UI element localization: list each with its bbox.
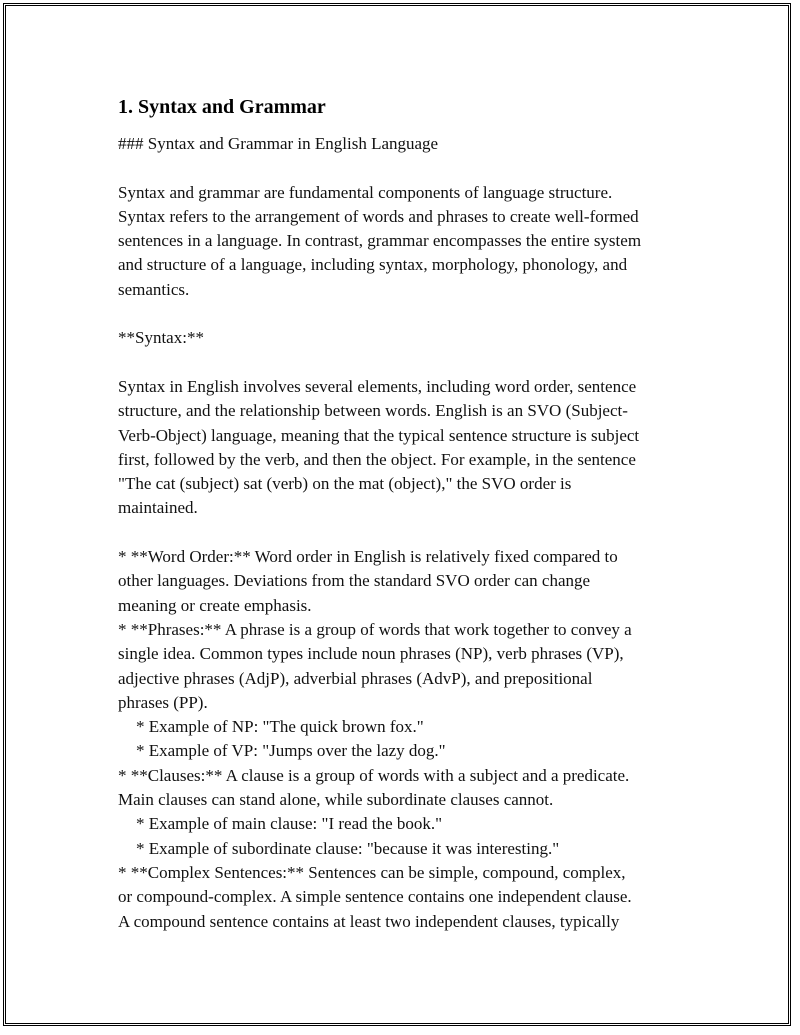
text-line: semantics. bbox=[118, 279, 190, 299]
text-line: Syntax and grammar are fundamental components of language structure. bbox=[118, 182, 613, 202]
document-body bbox=[118, 94, 698, 934]
spacer bbox=[118, 521, 698, 545]
text-line: maintained. bbox=[118, 498, 198, 518]
text-line: first, followed by the verb, and then the object. For example, in the sentence bbox=[118, 449, 636, 469]
list-item-word-order: * **Word Order:** Word order in English is relatively fixed compared to bbox=[118, 547, 618, 567]
text-line: or compound-complex. A simple sentence contains one independent clause. bbox=[118, 887, 632, 907]
subheading: ### Syntax and Grammar in English Language bbox=[118, 134, 439, 153]
text-line: phrases (PP). bbox=[118, 692, 208, 712]
spacer bbox=[118, 351, 698, 375]
text-line: structure, and the relationship between words. English is an SVO (Subject- bbox=[118, 401, 628, 421]
text-line: meaning or create emphasis. bbox=[118, 595, 312, 615]
text-line: A compound sentence contains at least two independent clauses, typically bbox=[118, 911, 620, 931]
text-line: Verb-Object) language, meaning that the typical sentence structure is subject bbox=[118, 425, 640, 445]
sub-list-item: * Example of main clause: "I read the book." bbox=[136, 814, 443, 834]
sub-list-item: * Example of NP: "The quick brown fox." bbox=[136, 717, 424, 737]
text-line: Syntax in English involves several elements, including word order, sentence bbox=[118, 376, 637, 396]
intro-paragraph bbox=[118, 181, 698, 302]
text-line: Syntax refers to the arrangement of words and phrases to create well-formed bbox=[118, 206, 639, 226]
sub-list-item: * Example of subordinate clause: "because it was interesting." bbox=[136, 838, 560, 858]
syntax-paragraph bbox=[118, 375, 698, 521]
text-line: adjective phrases (AdjP), adverbial phrases (AdvP), and prepositional bbox=[118, 668, 593, 688]
list-item-phrases: * **Phrases:** A phrase is a group of words that work together to convey a bbox=[118, 619, 632, 639]
text-line: "The cat (subject) sat (verb) on the mat (object)," the SVO order is bbox=[118, 474, 572, 494]
text-line: single idea. Common types include noun phrases (NP), verb phrases (VP), bbox=[118, 644, 624, 664]
syntax-heading: **Syntax:** bbox=[118, 328, 204, 348]
list-item-complex-sentences: * **Complex Sentences:** Sentences can be simple, compound, complex, bbox=[118, 862, 626, 882]
sub-list-item: * Example of VP: "Jumps over the lazy dog." bbox=[136, 741, 446, 761]
document-title: 1. Syntax and Grammar bbox=[118, 96, 326, 118]
list-item-clauses: * **Clauses:** A clause is a group of words with a subject and a predicate. bbox=[118, 765, 630, 785]
spacer bbox=[118, 302, 698, 326]
text-line: and structure of a language, including syntax, morphology, phonology, and bbox=[118, 255, 628, 275]
syntax-list bbox=[118, 545, 698, 934]
text-line: other languages. Deviations from the standard SVO order can change bbox=[118, 571, 591, 591]
spacer bbox=[118, 156, 698, 180]
text-line: sentences in a language. In contrast, grammar encompasses the entire system bbox=[118, 231, 642, 251]
text-line: Main clauses can stand alone, while subordinate clauses cannot. bbox=[118, 790, 554, 810]
